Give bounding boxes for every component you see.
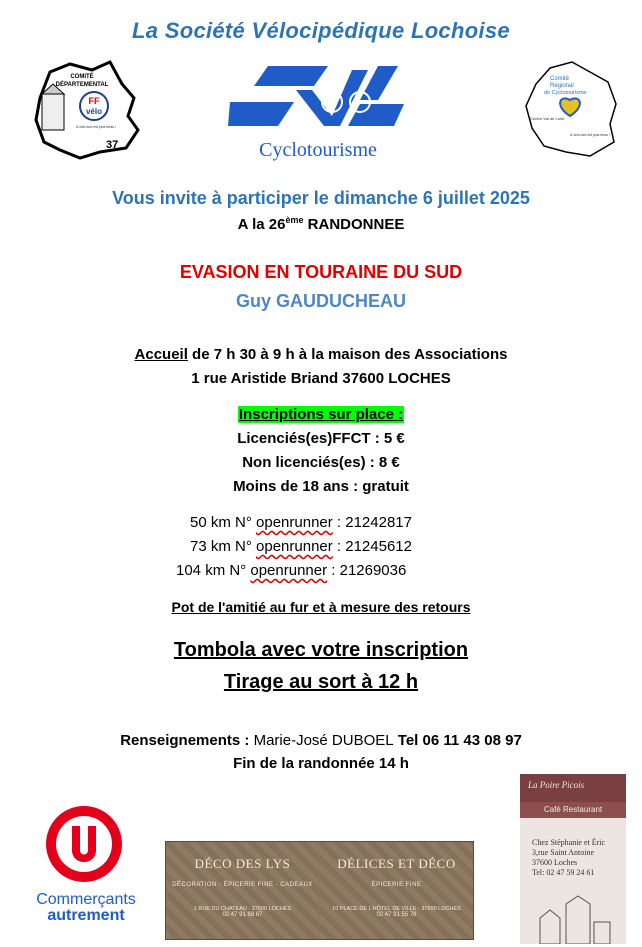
delices-addr: 10 PLACE DE L'HÔTEL DE VILLE - 37600 LOCHES [332,906,461,912]
route-line [190,538,412,555]
deco-delices-sign [165,841,474,940]
tarif-line: Non licenciés(es) : 8 € [242,454,400,471]
cd-line1: COMITÉ [70,74,94,80]
inscriptions-heading-row [0,406,642,423]
poire-line: 3,rue Saint Antoine [532,848,594,857]
poire-line: Chez Stéphanie et Éric [532,838,606,847]
randonnee-suffix: RANDONNEE [303,216,405,233]
u-line2: autrement [47,907,125,924]
randonnee-sup: ème [285,215,304,225]
crc-line2: Régional [550,83,574,89]
event-subtitle: Guy GAUDUCHEAU [235,291,406,311]
poire-line: Tel: 02 47 59 24 61 [532,868,595,877]
accueil-text: de 7 h 30 à 9 h à la maison des Associations [187,346,508,363]
delices-sub: ÉPICERIE FINE [371,882,422,888]
contact-name: Marie-José DUBOEL [253,732,394,749]
deco-name: DÉCO DES LYS [194,856,291,871]
contact-line [0,732,642,749]
route-post: : 21269036 [327,562,407,579]
route-pre: 73 km N° [190,538,257,555]
accueil-label: Accueil [134,346,188,363]
cd-num: 37 [106,139,119,151]
deco-sub: DÉCORATION - ÉPICERIE FINE - CADEAUX [172,882,313,888]
fin-line: Fin de la randonnée 14 h [233,755,409,772]
svl-mark-icon [228,64,408,128]
poire-picois-card [520,774,626,944]
route-pre: 50 km N° [190,514,257,531]
accueil-address: 1 rue Aristide Briand 37600 LOCHES [191,370,451,387]
randonnee-prefix: A la 26 [237,216,286,233]
cd-ff: FF [88,96,100,106]
pot-line: Pot de l'amitié au fur et à mesure des retours [171,599,471,615]
route-line [190,514,412,531]
inscriptions-heading: Inscriptions sur place : [238,406,404,423]
svl-logo [228,64,408,160]
tarif-line: Licenciés(es)FFCT : 5 € [237,430,405,447]
crc-slogan: A vélo tout est plus beau ! [570,133,611,137]
cd-slogan: A vélo tout est plus beau ! [75,125,117,129]
page-title: La Société Vélocipédique Lochoise [132,18,510,43]
poire-sub: Café Restaurant [520,802,626,818]
deco-addr: 1 RUE DU CHATEAU - 37600 LOCHES [193,906,292,912]
route-line [176,562,406,579]
cd-velo: vélo [85,107,103,116]
crc-line3: de Cyclotourisme [544,90,587,96]
poire-name: La Poire Picois [520,774,626,802]
u-logo-icon [22,804,150,884]
poire-line: 37600 Loches [532,858,578,867]
contact-label: Renseignements : [120,732,254,749]
invite-line: Vous invite à participer le dimanche 6 juillet 2025 [112,188,530,208]
route-post: : 21245612 [332,538,412,555]
u-commercants-logo [22,804,150,928]
delices-name: DÉLICES ET DÉCO [337,856,456,871]
comite-departemental-logo [30,58,142,160]
tower-sketch-icon [520,894,626,944]
delices-et-deco-card [320,842,473,939]
deco-tel: 02 47 91 68 67 [222,912,263,918]
tirage-line: Tirage au sort à 12 h [223,671,419,693]
route-pre: 104 km N° [176,562,251,579]
openrunner-link[interactable]: openrunner [256,514,333,531]
route-post: : 21242817 [332,514,412,531]
tombola-line: Tombola avec votre inscription [173,639,469,661]
openrunner-link[interactable]: openrunner [256,538,333,555]
randonnee-line [0,215,642,233]
comite-regional-logo [520,58,622,160]
tarif-line: Moins de 18 ans : gratuit [233,478,409,495]
delices-tel: 02 47 91 55 78 [376,912,417,918]
cd-line2: DÉPARTEMENTAL [55,82,109,88]
crc-line1: Comité [550,76,570,82]
svl-caption: Cyclotourisme [259,139,377,161]
event-title: EVASION EN TOURAINE DU SUD [179,262,463,282]
accueil-line [0,346,642,363]
crc-region: Centre-Val de Loire [530,116,565,121]
openrunner-link[interactable]: openrunner [250,562,328,579]
u-line1: Commerçants [36,891,136,908]
deco-des-lys-card [166,842,319,939]
contact-tel: Tel 06 11 43 08 97 [393,732,522,749]
